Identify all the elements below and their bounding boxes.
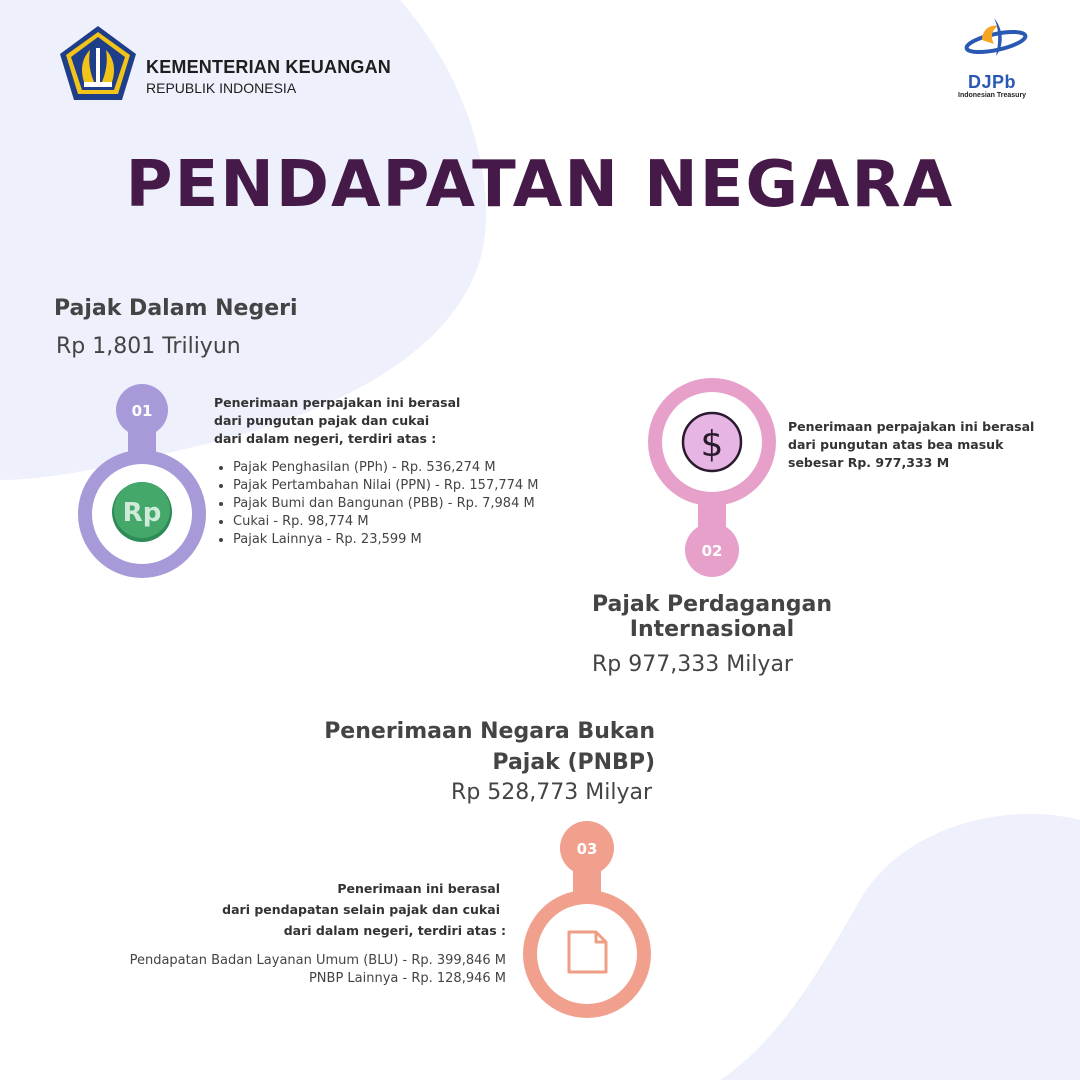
list-item: • Pajak Pertambahan Nilai (PPN) - Rp. 157,774 M: [233, 477, 613, 495]
djpb-logo-text: DJPb: [968, 72, 1017, 92]
djpb-logo-subtitle: Indonesian Treasury: [958, 92, 1027, 99]
list-item: • Pajak Lainnya - Rp. 23,599 M: [233, 531, 613, 549]
item1-number: 01: [131, 402, 153, 420]
dollar-coin-icon: [683, 413, 741, 471]
list-item: • Pajak Bumi dan Bangunan (PBB) - Rp. 7,984 M: [233, 495, 613, 513]
item2-number: 02: [701, 542, 723, 560]
item2-description: Penerimaan perpajakan ini berasal dari pungutan atas bea masuk sebesar Rp. 977,333 M: [788, 419, 1035, 470]
item3-badge: [516, 818, 666, 1028]
kemenkeu-logo: [58, 24, 138, 102]
item2-amount: Rp 977,333 Milyar: [592, 652, 793, 677]
item3-number: 03: [576, 840, 598, 858]
item1-amount: Rp 1,801 Triliyun: [56, 334, 241, 359]
djpb-logo-mark: [960, 12, 1032, 62]
svg-text:$: $: [700, 424, 724, 465]
item1-badge: [72, 380, 212, 585]
item2-heading: Pajak Perdagangan Internasional: [591, 592, 833, 642]
org-subtitle: REPUBLIK INDONESIA: [146, 80, 297, 96]
item1-heading: Pajak Dalam Negeri: [54, 296, 298, 321]
item2-badge: [640, 378, 790, 583]
list-item: • Cukai - Rp. 98,774 M: [233, 513, 613, 531]
org-name: KEMENTERIAN KEUANGAN: [146, 57, 392, 77]
item3-description: Penerimaan ini berasal dari pendapatan selain pajak dan cukai dari dalam negeri, terdiri atas :: [222, 881, 506, 938]
item1-breakdown-list: [214, 459, 613, 549]
rupiah-coin-icon: [112, 482, 172, 542]
item1-description: Penerimaan perpajakan ini berasal dari pungutan pajak dan cukai dari dalam negeri, terdiri atas :: [214, 395, 461, 446]
item3-heading: Penerimaan Negara Bukan Pajak (PNBP): [324, 719, 655, 775]
list-item: PNBP Lainnya - Rp. 128,946 M: [308, 971, 506, 986]
svg-text:Rp: Rp: [122, 498, 162, 528]
list-item: Pendapatan Badan Layanan Umum (BLU) - Rp. 399,846 M: [129, 953, 506, 968]
item3-amount: Rp 528,773 Milyar: [451, 780, 652, 805]
item3-breakdown-list: [60, 952, 506, 988]
page-title: PENDAPATAN NEGARA: [125, 148, 955, 222]
list-item: • Pajak Penghasilan (PPh) - Rp. 536,274 M: [233, 459, 613, 477]
